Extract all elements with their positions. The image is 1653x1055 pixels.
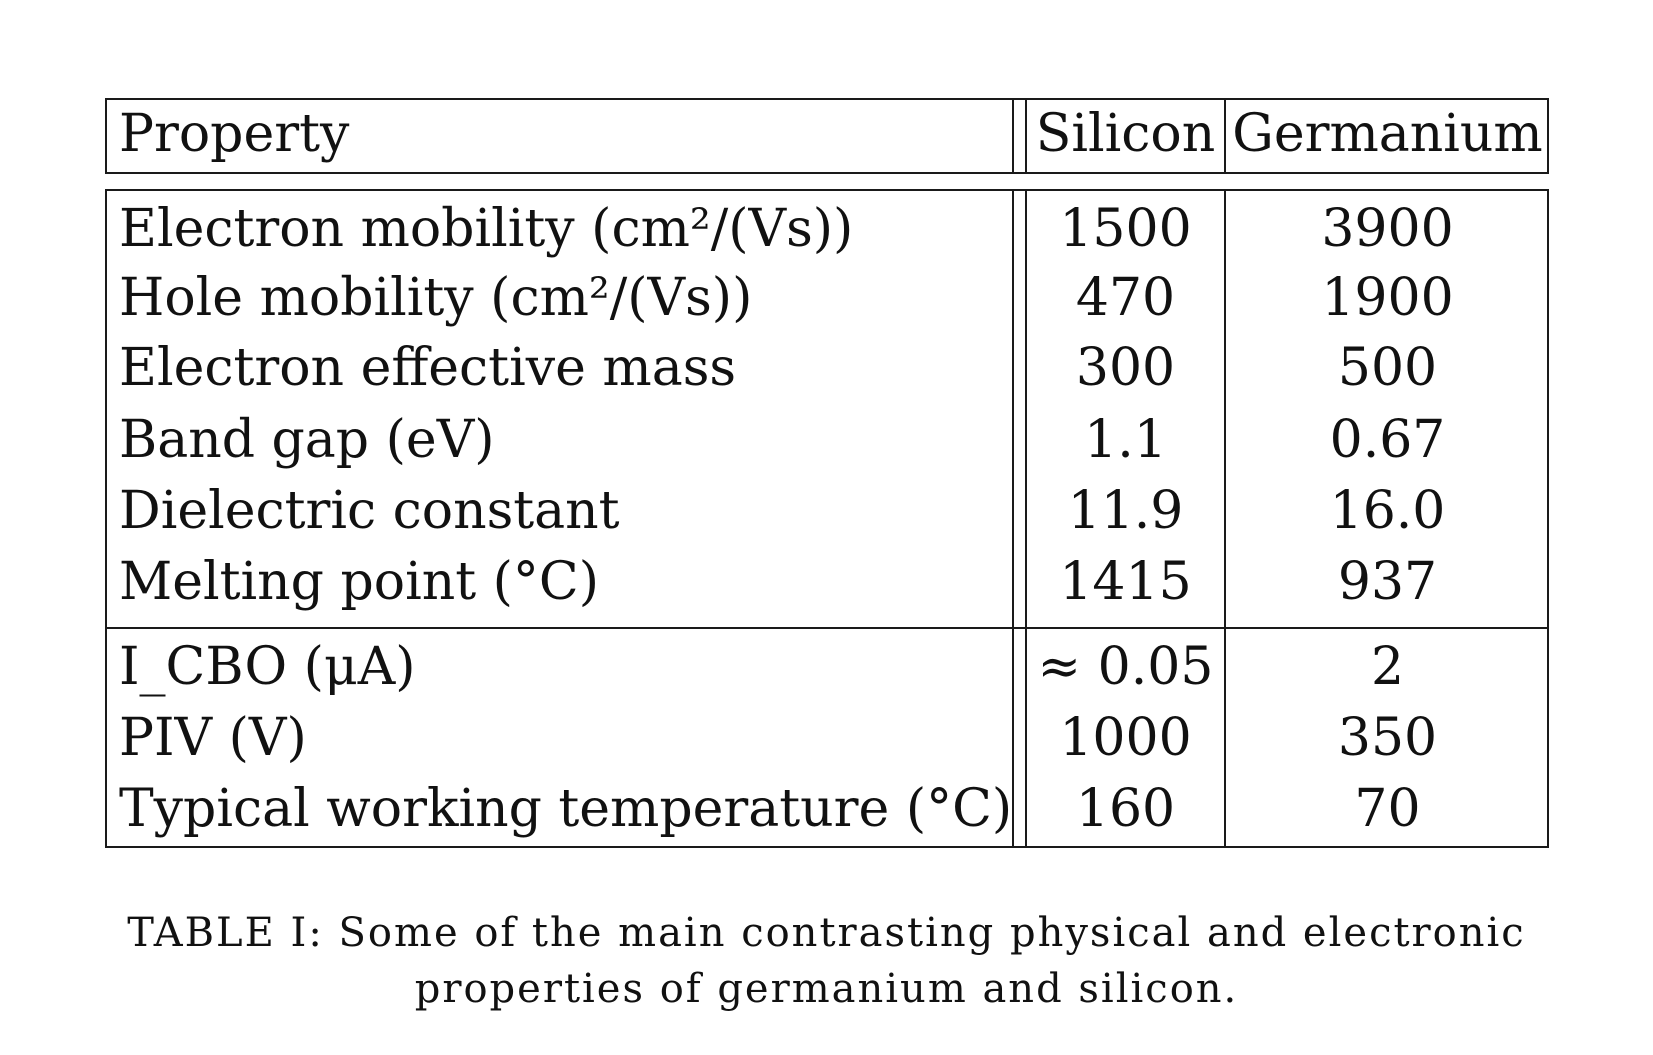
table-caption <box>0 905 1653 1017</box>
table-row-germanium: 350 <box>1337 708 1438 768</box>
table-row-property: Dielectric constant <box>119 481 620 541</box>
table-row-silicon: 160 <box>1075 779 1176 839</box>
table-row-germanium: 2 <box>1370 637 1405 697</box>
header-germanium: Germanium <box>1232 104 1543 164</box>
table-row-silicon: 1415 <box>1059 552 1192 612</box>
column-divider <box>1012 191 1014 846</box>
table-row-silicon: 1.1 <box>1084 410 1167 470</box>
table-row-property: Hole mobility (cm²/(Vs)) <box>119 268 753 328</box>
row-group-divider <box>107 627 1547 629</box>
caption-line: TABLE I: Some of the main contrasting physical and electronic <box>127 910 1526 956</box>
caption-line: properties of germanium and silicon. <box>414 966 1239 1012</box>
table-body <box>105 189 1549 848</box>
column-divider <box>1012 100 1014 172</box>
table-row-silicon: 470 <box>1075 268 1176 328</box>
header-silicon: Silicon <box>1035 104 1216 164</box>
table-row-property: Band gap (eV) <box>119 410 495 470</box>
table-row-property: Typical working temperature (°C) <box>119 779 1013 839</box>
table-row-germanium: 1900 <box>1321 268 1454 328</box>
table-row-silicon: 300 <box>1075 338 1176 398</box>
table-row-silicon: ≈ 0.05 <box>1037 637 1214 697</box>
table-row-silicon: 1500 <box>1059 199 1192 259</box>
table-row-property: Electron effective mass <box>119 338 737 398</box>
table-row-property: I_CBO (μA) <box>119 637 416 697</box>
table-row-property: Melting point (°C) <box>119 552 599 612</box>
table-row-silicon: 1000 <box>1059 708 1192 768</box>
table-row-germanium: 70 <box>1354 779 1421 839</box>
table-row-germanium: 500 <box>1337 338 1438 398</box>
table-row-germanium: 0.67 <box>1329 410 1446 470</box>
table-row-property: Electron mobility (cm²/(Vs)) <box>119 199 854 259</box>
header-property: Property <box>119 104 350 164</box>
table-row-germanium: 937 <box>1337 552 1438 612</box>
table-row-property: PIV (V) <box>119 708 307 768</box>
table-row-germanium: 16.0 <box>1329 481 1446 541</box>
table-row-silicon: 11.9 <box>1067 481 1184 541</box>
table-row-germanium: 3900 <box>1321 199 1454 259</box>
table-header <box>105 98 1549 174</box>
